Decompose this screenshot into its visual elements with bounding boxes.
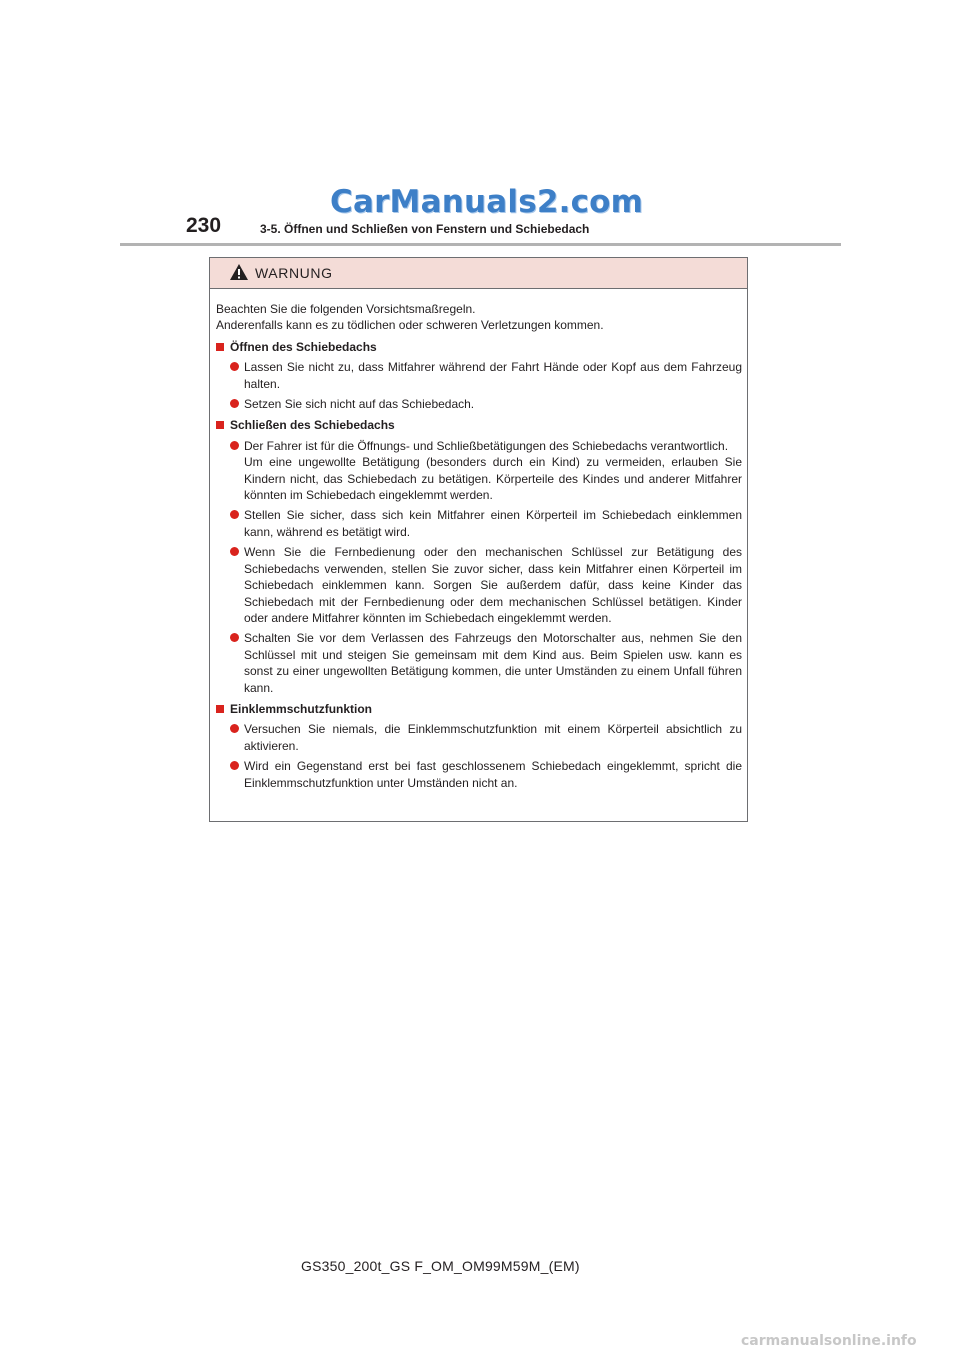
list-item — [230, 438, 742, 504]
list-item-text: Lassen Sie nicht zu, dass Mitfahrer während der Fahrt Hände oder Kopf aus dem Fahrzeug halten. — [244, 360, 742, 391]
list-item — [230, 507, 742, 540]
red-dot-icon — [230, 441, 239, 450]
red-dot-icon — [230, 724, 239, 733]
list-item — [230, 721, 742, 754]
watermark-carmanuals2: CarManuals2.com — [330, 184, 644, 220]
red-square-icon — [216, 705, 224, 713]
red-dot-icon — [230, 510, 239, 519]
section-heading-text: Öffnen des Schiebedachs — [230, 339, 377, 354]
red-square-icon — [216, 343, 224, 351]
list-item-text: Der Fahrer ist für die Öffnungs- und Schließbetätigungen des Schiebedachs verantwortlich. Um eine ungewollte Betätigung (besonders durch ein Kind) zu vermeiden, erlauben Sie Kindern nicht, das Schiebedach zu betätigen. Körperteile des Kindes und anderer Mitfahrer könnten im Schiebedach eingeklemmt werden. — [244, 438, 742, 503]
warning-box — [209, 257, 748, 822]
page-number: 230 — [186, 214, 222, 237]
section-heading — [216, 339, 742, 355]
list-item — [230, 758, 742, 791]
watermark-carmanualsonline: carmanualsonline.info — [741, 1333, 917, 1349]
footer-model-code: GS350_200t_GS F_OM_OM99M59M_(EM) — [301, 1258, 580, 1274]
list-item — [230, 359, 742, 392]
list-item-text: Schalten Sie vor dem Verlassen des Fahrzeugs den Motorschalter aus, nehmen Sie den Schlüssel mit und steigen Sie gemeinsam mit dem Kind aus. Beim Spielen usw. kann es sonst zu einer ungewollten Betätigung kommen, die unter Umständen zu einem Unfall führen kann. — [244, 631, 742, 695]
section-title: 3-5. Öffnen und Schließen von Fenstern und Schiebedach — [260, 222, 590, 236]
red-dot-icon — [230, 362, 239, 371]
red-dot-icon — [230, 761, 239, 770]
list-item-text: Versuchen Sie niemals, die Einklemmschutzfunktion mit einem Körperteil absichtlich zu aktivieren. — [244, 722, 742, 753]
red-dot-icon — [230, 547, 239, 556]
section-heading-text: Einklemmschutzfunktion — [230, 701, 373, 716]
red-dot-icon — [230, 633, 239, 642]
list-item-text: Setzen Sie sich nicht auf das Schiebedach. — [244, 397, 475, 412]
list-item-text: Wird ein Gegenstand erst bei fast geschlossenem Schiebedach eingeklemmt, spricht die Einklemmschutzfunktion unter Umständen nicht an. — [244, 759, 742, 790]
warning-triangle-icon — [229, 263, 249, 281]
warning-body — [210, 289, 747, 791]
section-heading — [216, 701, 742, 717]
warning-header — [210, 258, 747, 289]
warning-intro-line: Beachten Sie die folgenden Vorsichtsmaßregeln. — [216, 302, 476, 316]
warning-title: WARNUNG — [255, 265, 333, 281]
list-item — [230, 396, 742, 412]
list-item — [230, 630, 742, 696]
warning-intro-line: Anderenfalls kann es zu tödlichen oder schweren Verletzungen kommen. — [216, 318, 604, 333]
red-square-icon — [216, 421, 224, 429]
list-item-text: Stellen Sie sicher, dass sich kein Mitfahrer einen Körperteil im Schiebedach einklemmen kann, während es betätigt wird. — [244, 508, 742, 539]
list-item-text: Wenn Sie die Fernbedienung oder den mechanischen Schlüssel zur Betätigung des Schiebedachs verwenden, stellen Sie zuvor sicher, dass kein Mitfahrer einen Körperteil im Schiebedach einklemmen kann. Sorgen Sie außerdem dafür, dass keine Kinder das Schiebedach mit der Fernbedienung oder dem mechanischen Schlüssel betätigen. Kinder oder andere Mitfahrer könnten im Schiebedach eingeklemmt werden. — [244, 545, 742, 625]
red-dot-icon — [230, 399, 239, 408]
section-heading — [216, 417, 742, 433]
list-item — [230, 544, 742, 626]
header-divider — [120, 243, 841, 246]
section-heading-text: Schließen des Schiebedachs — [230, 418, 395, 433]
